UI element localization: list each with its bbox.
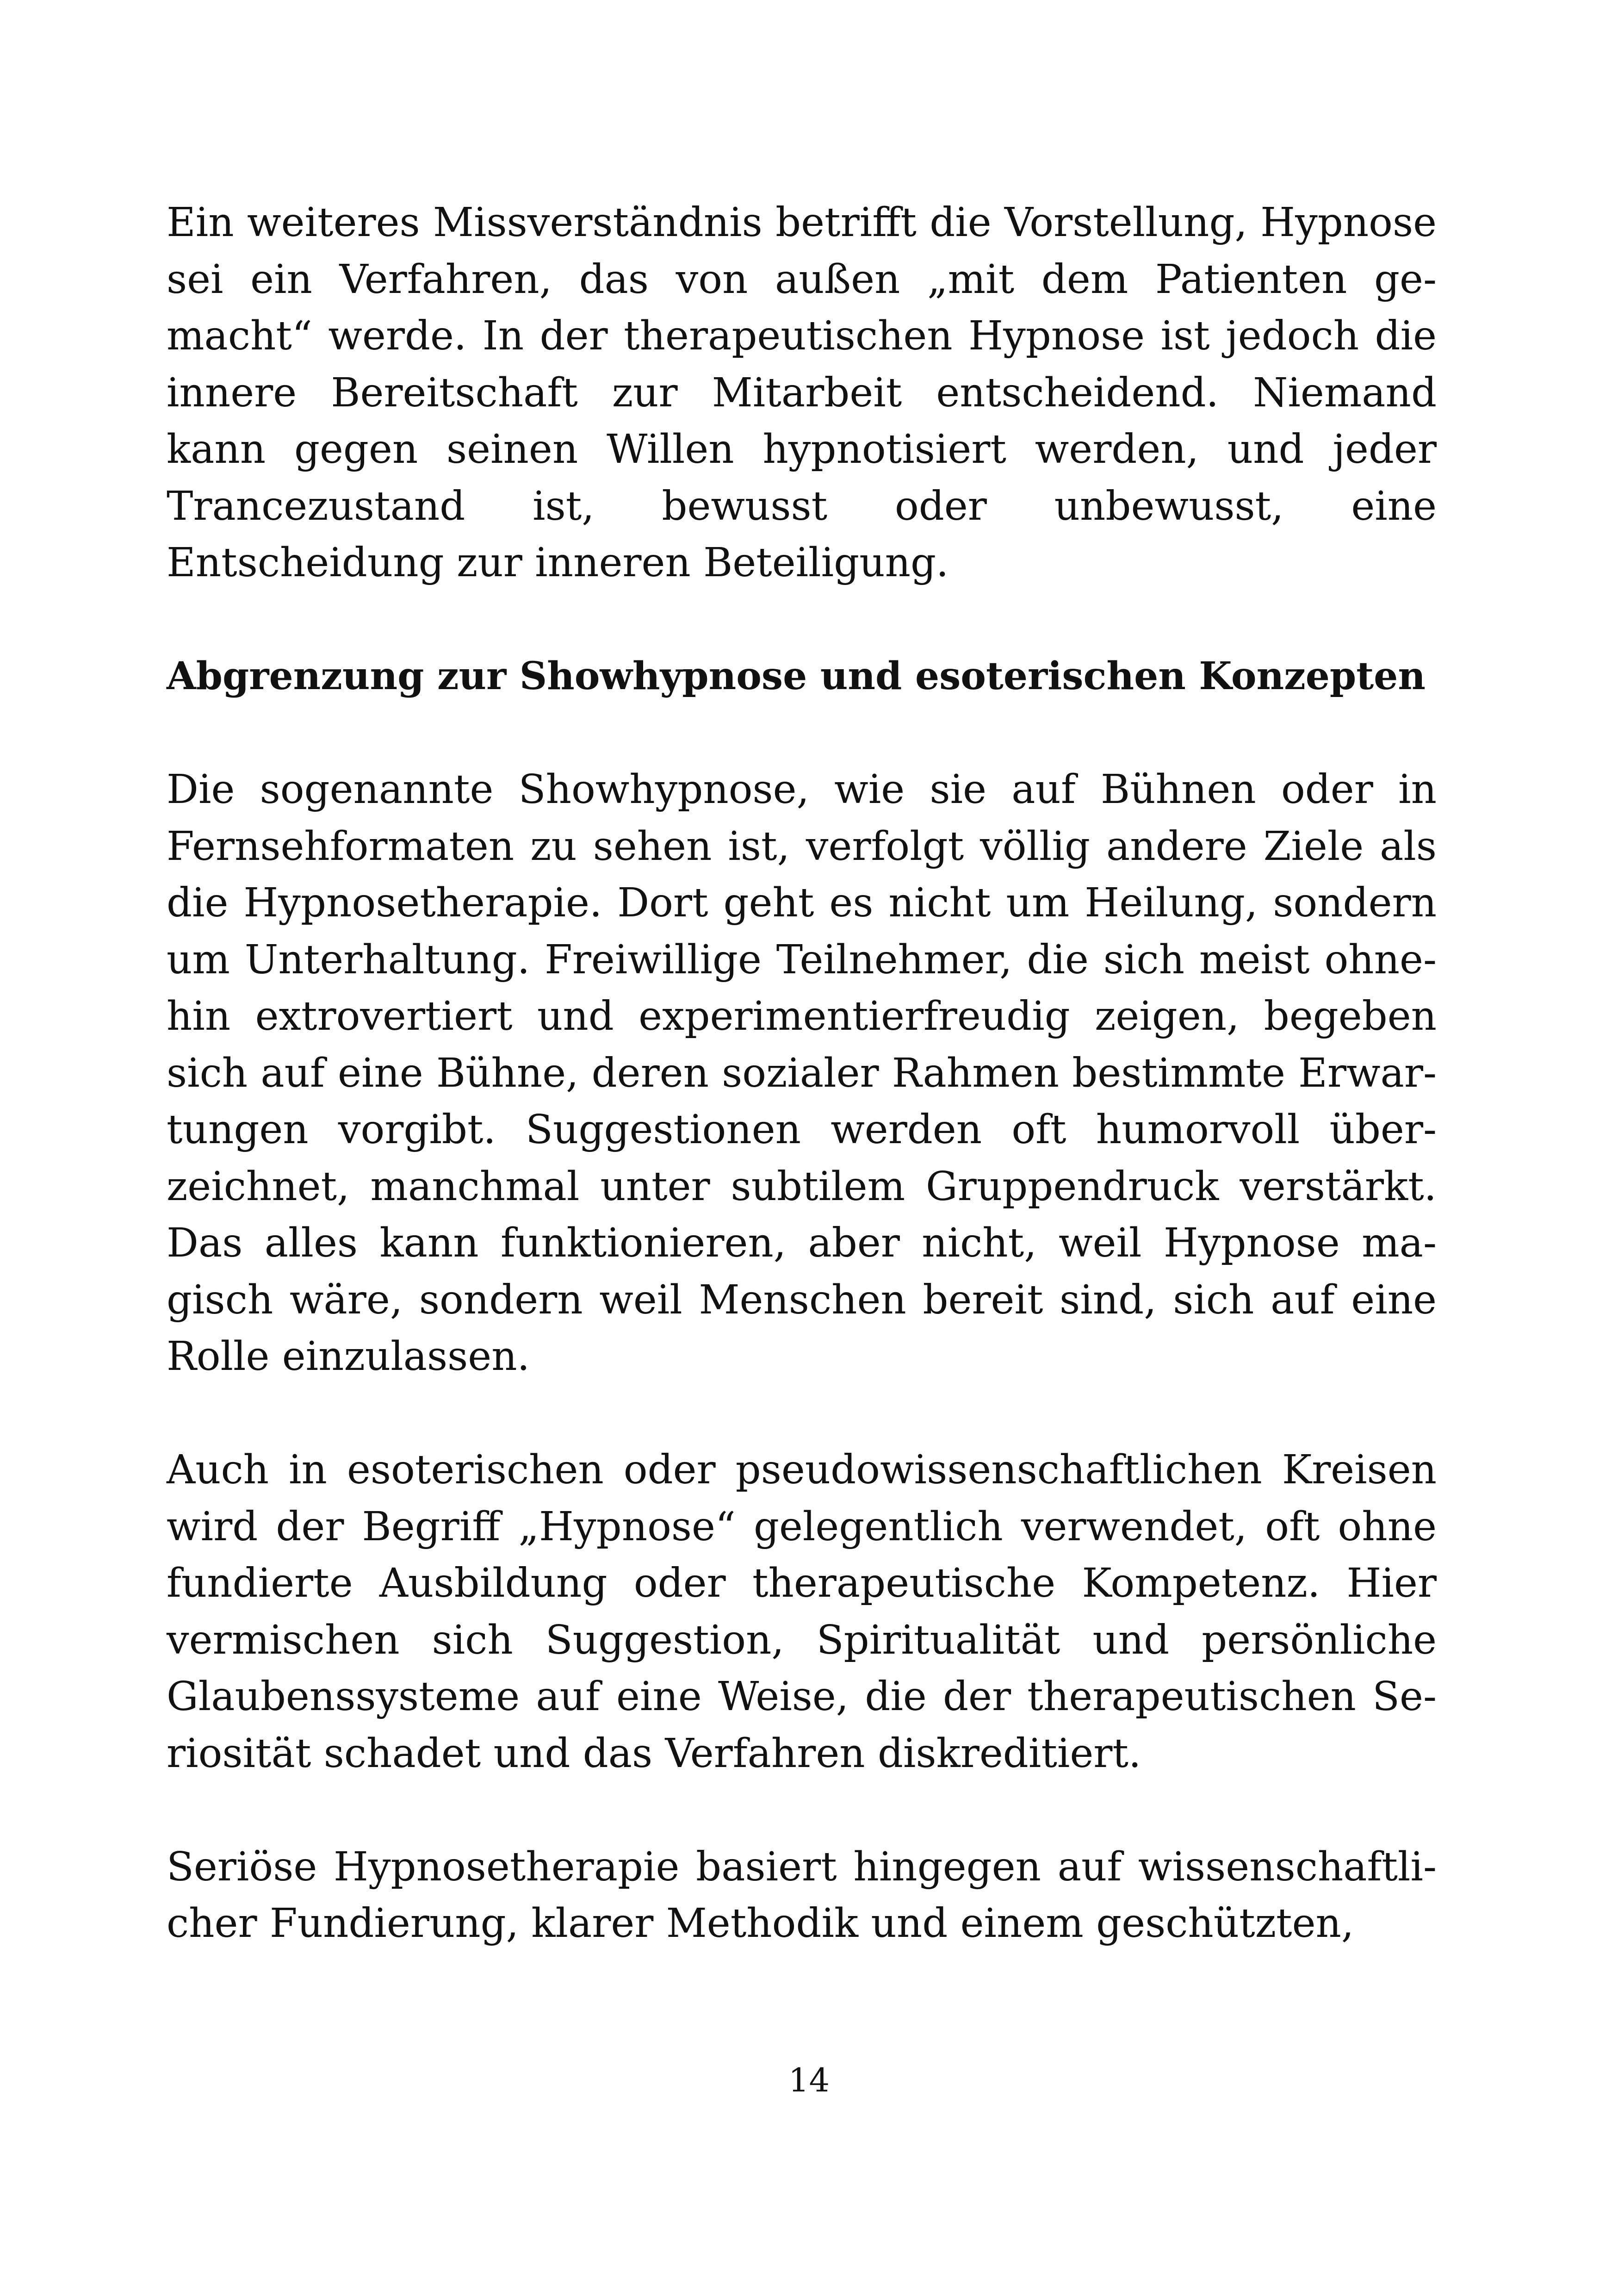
paragraph-showhypnose: Die sogenannte Showhypnose, wie sie auf Bühnen oder in Fernsehformaten zu sehen ist, verfolgt völlig andere Ziele als die Hypnosetherapie. Dort geht es nicht um Heilung, sondern um Unterhaltung. Freiwillige Teilnehmer, die sich meist ohnehin extrovertiert und experimentierfreudig zeigen, begeben sich auf eine Bühne, deren sozialer Rahmen bestimmte Erwartungen vorgibt. Suggestionen werden oft humorvoll überzeichnet, manchmal unter subtilem Gruppendruck verstärkt. Das alles kann funktionieren, aber nicht, weil Hypnose magisch wäre, sondern weil Menschen bereit sind, sich auf eine Rolle einzulassen. xyxy=(167,766,1437,1380)
page-number: 14 xyxy=(788,2061,830,2099)
page-body xyxy=(167,194,1437,1952)
spacer xyxy=(167,591,1437,648)
spacer xyxy=(167,705,1437,762)
paragraph-esoteric: Auch in esoterischen oder pseudowissenschaftlichen Kreisen wird der Begriff „Hypnose“ gelegentlich verwendet, oft ohne fundierte Ausbildung oder therapeutische Kompetenz. Hier vermischen sich Suggestion, Spiritualität und persönliche Glaubenssysteme auf eine Weise, die der therapeutischen Seriosität schadet und das Verfahren diskreditiert. xyxy=(167,1447,1437,1777)
paragraph-misunderstanding: Ein weiteres Missverständnis betrifft die Vorstellung, Hypnose sei ein Verfahren, das von außen „mit dem Patienten gemacht“ werde. In der therapeutischen Hypnose ist jedoch die innere Bereitschaft zur Mitarbeit entscheidend. Niemand kann gegen seinen Willen hypnotisiert werden, und jeder Trancezustand ist, bewusst oder unbewusst, eine Entscheidung zur inneren Beteiligung. xyxy=(167,199,1437,586)
spacer xyxy=(167,1385,1437,1442)
spacer xyxy=(167,1782,1437,1839)
section-heading: Abgrenzung zur Showhypnose und esoterischen Konzepten xyxy=(167,654,1426,698)
paragraph-serious-therapy: Seriöse Hypnosetherapie basiert hingegen auf wissenschaftlicher Fundierung, klarer Methodik und einem geschützten, xyxy=(167,1843,1437,1947)
